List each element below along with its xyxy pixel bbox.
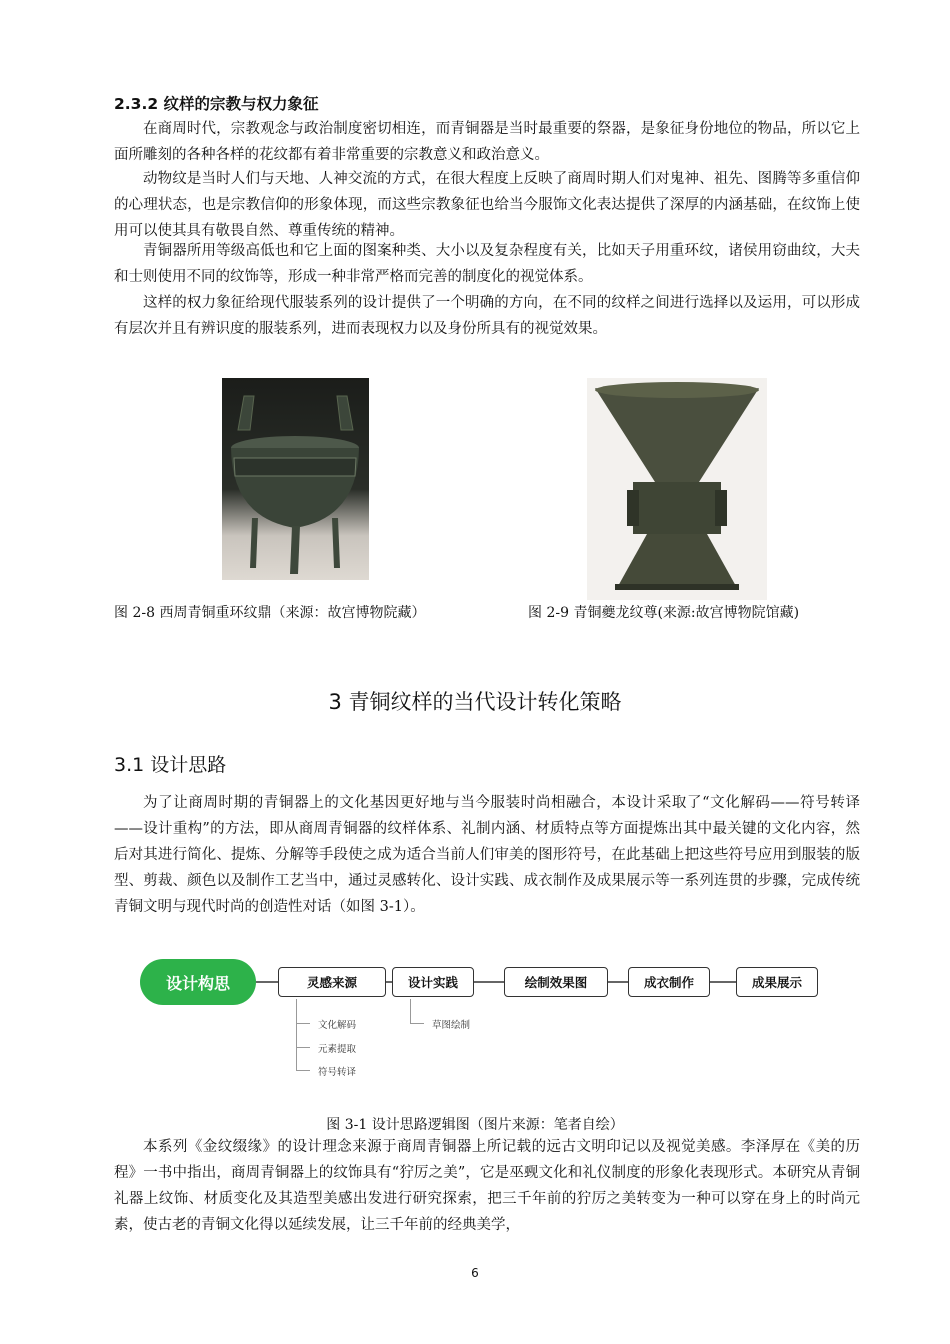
paragraph: 本系列《金纹缀缘》的设计理念来源于商周青铜器上所记载的远古文明印记以及视觉美感。李泽厚在《美的历程》一书中指出，商周青铜器上的纹饰具有“狞厉之美”，它是巫觋文化和礼仪制度的形象化表现形式。本研究从青铜礼器上纹饰、材质变化及其造型美感出发进行研究探索，把三千年前的狞厉之美转变为一种可以穿在身上的时尚元素，使古老的青铜文化得以延续发展，让三千年前的经典美学， bbox=[114, 1139, 860, 1233]
diagram-root-node: 设计构思 bbox=[140, 959, 256, 1005]
connector-line bbox=[296, 1047, 310, 1048]
chapter-title: 3 青铜纹样的当代设计转化策略 bbox=[328, 690, 622, 714]
page-number: 6 bbox=[471, 1266, 479, 1280]
figure-caption-2-9: 图 2-9 青铜夔龙纹尊(来源:故宫博物院馆藏) bbox=[528, 605, 800, 621]
diagram-subitem: 文化解码 bbox=[318, 1020, 357, 1031]
connector-line bbox=[410, 1023, 424, 1024]
diagram-step-showcase: 成果展示 bbox=[736, 967, 818, 997]
figure-caption-2-8: 图 2-8 西周青铜重环纹鼎（来源：故宫博物院藏） bbox=[114, 605, 426, 621]
paragraph: 这样的权力象征给现代服装系列的设计提供了一个明确的方向，在不同的纹样之间进行选择以及运用，可以形成有层次并且有辨识度的服装系列，进而表现权力以及身份所具有的视觉效果。 bbox=[114, 295, 860, 337]
connector-line bbox=[608, 981, 628, 983]
connector-line bbox=[410, 999, 411, 1023]
design-flow-diagram bbox=[140, 955, 840, 1085]
section-heading-2-3-2: 2.3.2 纹样的宗教与权力象征 bbox=[114, 95, 319, 113]
diagram-subitem: 元素提取 bbox=[318, 1044, 357, 1055]
diagram-step-rendering: 绘制效果图 bbox=[504, 967, 608, 997]
connector-line bbox=[474, 981, 504, 983]
paragraph: 在商周时代，宗教观念与政治制度密切相连，而青铜器是当时最重要的祭器，是象征身份地位的物品，所以它上面所雕刻的各种各样的花纹都有着非常重要的宗教意义和政治意义。 bbox=[114, 121, 860, 163]
diagram-step-inspiration: 灵感来源 bbox=[278, 967, 386, 997]
paragraph: 动物纹是当时人们与天地、人神交流的方式，在很大程度上反映了商周时期人们对鬼神、祖先、图腾等多重信仰的心理状态，也是宗教信仰的形象体现，而这些宗教象征也给当今服饰文化表达提供了深厚的内涵基础，在纹饰上使用可以使其具有敬畏自然、尊重传统的精神。 bbox=[114, 171, 860, 239]
connector-line bbox=[296, 1070, 310, 1071]
connector-line bbox=[296, 999, 297, 1071]
paragraph: 青铜器所用等级高低也和它上面的图案种类、大小以及复杂程度有关，比如天子用重环纹，诸侯用窃曲纹，大夫和士则使用不同的纹饰等，形成一种非常严格而完善的制度化的视觉体系。 bbox=[114, 243, 860, 285]
diagram-subitem: 草图绘制 bbox=[432, 1020, 471, 1031]
bronze-zun-photo bbox=[587, 378, 767, 600]
connector-line bbox=[256, 981, 278, 983]
paragraph: 为了让商周时期的青铜器上的文化基因更好地与当今服装时尚相融合，本设计采取了“文化解码——符号转译——设计重构”的方法，即从商周青铜器的纹样体系、礼制内涵、材质特点等方面提炼出其中最关键的文化内容，然后对其进行简化、提炼、分解等手段使之成为适合当前人们审美的图形符号，在此基础上把这些符号应用到服装的版型、剪裁、颜色以及制作工艺当中，通过灵感转化、设计实践、成衣制作及成果展示等一系列连贯的步骤，完成传统青铜文明与现代时尚的创造性对话（如图 3-1）。 bbox=[114, 795, 860, 915]
diagram-step-garment-making: 成衣制作 bbox=[628, 967, 710, 997]
section-heading-3-1: 3.1 设计思路 bbox=[114, 754, 227, 776]
connector-line bbox=[296, 1023, 310, 1024]
connector-line bbox=[710, 981, 736, 983]
bronze-ding-photo bbox=[222, 378, 369, 580]
diagram-subitem: 符号转译 bbox=[318, 1067, 357, 1078]
diagram-step-practice: 设计实践 bbox=[392, 967, 474, 997]
figure-caption-3-1: 图 3-1 设计思路逻辑图（图片来源：笔者自绘） bbox=[326, 1117, 624, 1133]
